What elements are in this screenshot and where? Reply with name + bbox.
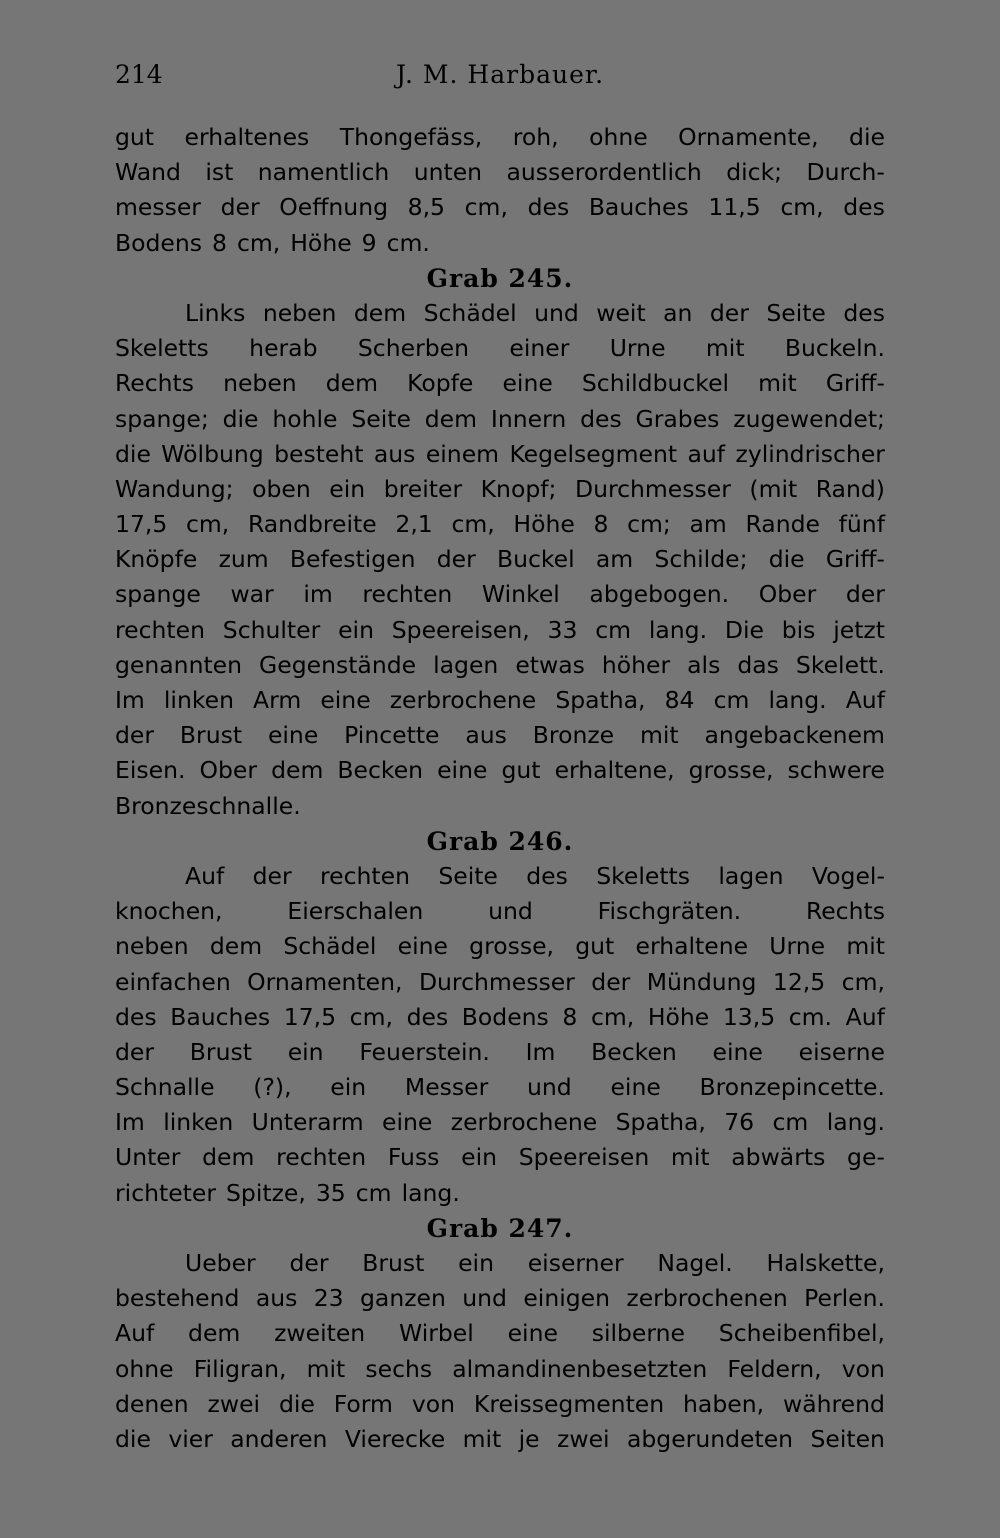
text-line: Auf der rechten Seite des Skeletts lagen Vogel- [185,861,885,890]
text-line: Wandung; oben ein breiter Knopf; Durchmesser (mit Rand) [115,474,885,503]
text-line: Links neben dem Schädel und weit an der Seite des [185,298,885,327]
page-number: 214 [115,60,163,89]
text-line: des Bauches 17,5 cm, des Bodens 8 cm, Höhe 13,5 cm. Auf [115,1002,885,1031]
text-line: Wand ist namentlich unten ausserordentlich dick; Durch- [115,158,885,187]
text-line: die vier anderen Vierecke mit je zwei abgerundeten Seiten [115,1424,885,1453]
text-line: genannten Gegenstände lagen etwas höher als das Skelett. [115,650,885,679]
text-line: rechten Schulter ein Speereisen, 33 cm lang. Die bis jetzt [115,615,885,644]
text-line: einfachen Ornamenten, Durchmesser der Mündung 12,5 cm, [115,967,885,996]
text-line: die Wölbung besteht aus einem Kegelsegment auf zylindrischer [115,439,885,468]
text-line: messer der Oeffnung 8,5 cm, des Bauches 11,5 cm, des [115,193,885,222]
text-line: 17,5 cm, Randbreite 2,1 cm, Höhe 8 cm; am Rande fünf [115,510,885,539]
text-line: Skeletts herab Scherben einer Urne mit Buckeln. [115,334,885,363]
text-line: Bronzeschnalle. [115,791,301,820]
text-line: der Brust eine Pincette aus Bronze mit angebackenem [115,721,885,750]
paragraph [115,120,885,261]
section-heading: Grab 245. [426,263,574,293]
text-line: Rechts neben dem Kopfe eine Schildbuckel mit Griff- [115,369,885,398]
text-line: Knöpfe zum Befestigen der Buckel am Schilde; die Griff- [115,545,885,574]
text-line: denen zwei die Form von Kreissegmenten haben, während [115,1389,885,1418]
text-line: gut erhaltenes Thongefäss, roh, ohne Ornamente, die [115,123,885,151]
text-line: knochen, Eierschalen und Fischgräten. Rechts [115,897,885,926]
text-line: Im linken Unterarm eine zerbrochene Spatha, 76 cm lang. [115,1108,885,1137]
text-line: Eisen. Ober dem Becken eine gut erhaltene, grosse, schwere [115,756,885,785]
text-line: Bodens 8 cm, Höhe 9 cm. [115,228,430,257]
text-line: Schnalle (?), ein Messer und eine Bronzepincette. [115,1073,885,1102]
text-line: richteter Spitze, 35 cm lang. [115,1178,460,1207]
text-line: ohne Filigran, mit sechs almandinenbesetzten Feldern, von [115,1354,885,1383]
section-heading: Grab 246. [426,826,574,856]
page-header [115,60,885,96]
text-line: Unter dem rechten Fuss ein Speereisen mit abwärts ge- [115,1143,885,1172]
text-line: bestehend aus 23 ganzen und einigen zerbrochenen Perlen. [115,1284,885,1313]
text-line: Im linken Arm eine zerbrochene Spatha, 84 cm lang. Auf [115,686,885,714]
text-line: spange; die hohle Seite dem Innern des Grabes zugewendet; [115,404,885,433]
body-text [115,120,885,1457]
paragraph [115,859,885,1211]
text-line: Auf dem zweiten Wirbel eine silberne Scheibenfibel, [115,1319,885,1348]
text-line: neben dem Schädel eine grosse, gut erhaltene Urne mit [115,932,885,961]
paragraph [115,1246,885,1457]
text-line: der Brust ein Feuerstein. Im Becken eine eiserne [115,1037,885,1066]
section-heading: Grab 247. [426,1213,574,1243]
running-head: J. M. Harbauer. [395,60,605,89]
text-line: Ueber der Brust ein eiserner Nagel. Halskette, [185,1249,885,1277]
paragraph [115,296,885,824]
text-line: spange war im rechten Winkel abgebogen. Ober der [115,580,885,609]
